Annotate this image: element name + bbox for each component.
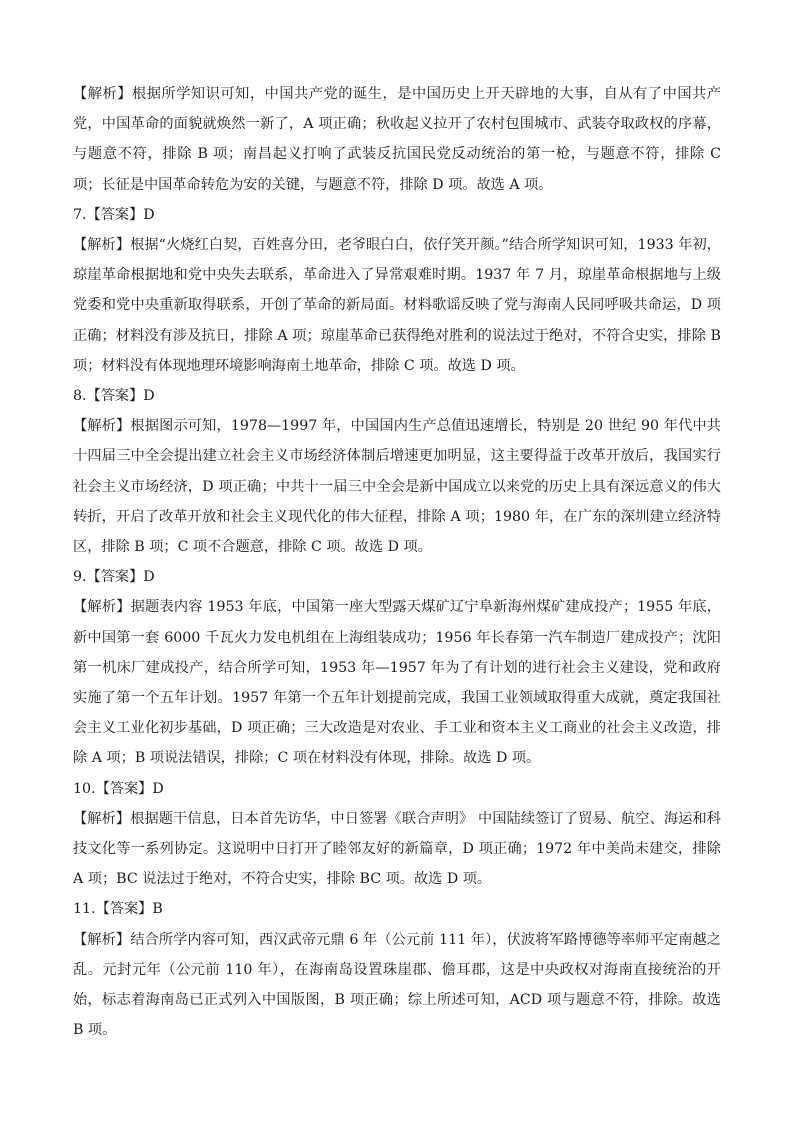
analysis-q6: 【解析】根据所学知识可知，中国共产党的诞生，是中国历史上开天辟地的大事，自从有了中国共产党，中国革命的面貌就焕然一新了，A 项正确；秋收起义拉开了农村包围城市、武装夺取政权的序幕，与题意不符，排除 B 项；南昌起义打响了武装反抗国民党反动统治的第一枪，与题意不符，排除 C 项；长征是中国革命转危为安的关键，与题意不符，排除 D 项。故选 A 项。 xyxy=(73,86,721,193)
analysis-q11: 【解析】结合所学内容可知，西汉武帝元鼎 6 年（公元前 111 年），伏波将军路博德等率师平定南越之乱。元封元年（公元前 110 年），在海南岛设置珠崖郡、儋耳郡，这是中央政权对海南直接统治的开始，标志着海南岛已正式列入中国版图，B 项正确；综上所述可知，ACD 项与题意不符，排除。故选 B 项。 xyxy=(73,931,721,1039)
answer-q10: 10.【答案】D xyxy=(73,780,164,797)
analysis-q10: 【解析】根据题干信息，日本首先访华，中日签署《联合声明》 中国陆续签订了贸易、航空、海运和科技文化等一系列协定。这说明中日打开了睦邻友好的新篇章，D 项正确；1972 年中美尚未建交，排除 A 项；BC 说法过于绝对，不符合史实，排除 BC 项。故选 D 项。 xyxy=(73,810,721,888)
analysis-q7: 【解析】根据“火烧红白契，百姓喜分田，老爷眼白白，依仔笑开颜。”结合所学知识可知，1933 年初，琼崖革命根据地和党中央失去联系，革命进入了异常艰难时期。1937 年 7 月，琼崖革命根据地与上级党委和党中央重新取得联系，开创了革命的新局面。材料歌谣反映了党与海南人民同呼吸共命运，D 项正确；材料没有涉及抗日，排除 A 项；琼崖革命已获得绝对胜利的说法过于绝对，不符合史实，排除 B 项；材料没有体现地理环境影响海南土地革命，排除 C 项。故选 D 项。 xyxy=(73,237,721,374)
answer-q11: 11.【答案】B xyxy=(73,901,163,918)
analysis-q9: 【解析】据题表内容 1953 年底，中国第一座大型露天煤矿辽宁阜新海州煤矿建成投产；1955 年底，新中国第一套 6000 千瓦火力发电机组在上海组装成功；1956 年长春第一汽车制造厂建成投产；沈阳第一机床厂建成投产，结合所学可知，1953 年—1957 年为了有计划的进行社会主义建设，党和政府实施了第一个五年计划。1957 年第一个五年计划提前完成，我国工业领域取得重大成就，奠定我国社会主义工业化初步基础，D 项正确；三大改造是对农业、手工业和资本主义工商业的社会主义改造，排除 A 项；B 项说法错误，排除；C 项在材料没有体现，排除。故选 D 项。 xyxy=(73,599,721,767)
answer-q7: 7.【答案】D xyxy=(73,206,155,223)
answer-q8: 8.【答案】D xyxy=(73,388,155,405)
document-body xyxy=(73,79,721,1046)
answer-q9: 9.【答案】D xyxy=(73,569,155,586)
analysis-q8: 【解析】根据图示可知，1978—1997 年，中国国内生产总值迅速增长，特别是 20 世纪 90 年代中共十四届三中全会提出建立社会主义市场经济体制后增速更加明显，这主要得益于改革开放后，我国实行社会主义市场经济，D 项正确；中共十一届三中全会是新中国成立以来党的历史上具有深远意义的伟大转折，开启了改革开放和社会主义现代化的伟大征程，排除 A 项；1980 年，在广东的深圳建立经济特区，排除 B 项；C 项不合题意，排除 C 项。故选 D 项。 xyxy=(73,418,721,556)
